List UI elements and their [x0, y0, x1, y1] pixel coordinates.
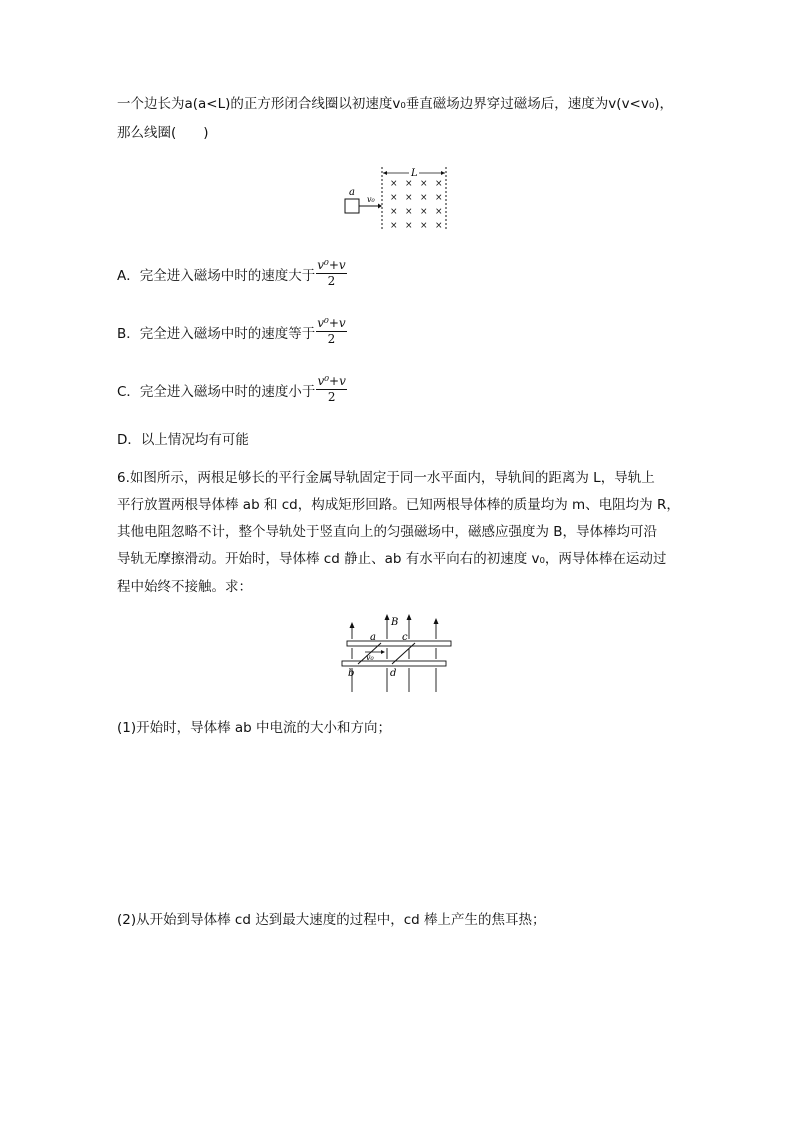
q6-velocity-arrowhead [381, 650, 385, 654]
q5-width-label: L [411, 168, 418, 179]
q6-upper-rail [347, 641, 451, 646]
svg-text:×: × [390, 193, 398, 203]
q5-option-a [117, 258, 347, 289]
q6-subquestion-1: (1)开始时，导体棒 ab 中电流的大小和方向； [117, 720, 392, 736]
q5-option-c-numerator: v⁰+v [317, 374, 346, 388]
q6-field-label: B [391, 617, 399, 628]
q5-coil-square [345, 199, 359, 213]
q5-option-b-numerator: v⁰+v [317, 316, 346, 330]
q6-velocity-label: v₀ [366, 653, 374, 662]
q6-field-lines [352, 620, 436, 692]
svg-text:×: × [390, 221, 398, 231]
svg-text:×: × [390, 179, 398, 189]
svg-text:×: × [435, 207, 443, 217]
q6-stem-line1: 6.如图所示，两根足够长的平行金属导轨固定于同一水平面内，导轨间的距离为 L，导轨上 [117, 470, 655, 486]
q5-option-a-label: A．完全进入磁场中时的速度大于 [117, 267, 316, 284]
svg-text:×: × [405, 179, 413, 189]
q6-label-d: d [390, 668, 397, 679]
q5-option-a-denominator: 2 [327, 274, 336, 288]
svg-text:×: × [420, 221, 428, 231]
q5-field-crosses [390, 179, 443, 231]
q5-coil-figure [335, 163, 455, 235]
q5-option-a-fraction [316, 258, 346, 289]
q6-rails-figure [335, 612, 459, 696]
q6-label-b: b [348, 668, 355, 679]
q5-option-b-label: B．完全进入磁场中时的速度等于 [117, 325, 316, 342]
svg-text:×: × [405, 207, 413, 217]
q5-option-c-fraction [316, 374, 346, 405]
q5-option-d [117, 428, 249, 448]
q5-stem-line2: 那么线圈( ) [117, 125, 209, 141]
q5-option-b-fraction [316, 316, 346, 347]
q6-subquestion-2: (2)从开始到导体棒 cd 达到最大速度的过程中，cd 棒上产生的焦耳热； [117, 912, 546, 928]
q6-stem-line2: 平行放置两根导体棒 ab 和 cd，构成矩形回路。已知两根导体棒的质量均为 m、电阻均为 R， [117, 497, 680, 513]
svg-text:×: × [435, 221, 443, 231]
q5-velocity-arrowhead [378, 204, 382, 209]
svg-text:×: × [420, 193, 428, 203]
svg-text:×: × [435, 193, 443, 203]
q5-option-d-label: D．以上情况均有可能 [117, 432, 249, 448]
svg-text:×: × [435, 179, 443, 189]
q6-stem-line3: 其他电阻忽略不计，整个导轨处于竖直向上的匀强磁场中，磁感应强度为 B，导体棒均可沿 [117, 524, 658, 540]
q5-option-b [117, 316, 347, 347]
q5-option-c-denominator: 2 [327, 390, 336, 404]
svg-text:×: × [420, 207, 428, 217]
svg-text:×: × [390, 207, 398, 217]
q6-stem-line5: 程中始终不接触。求： [117, 579, 252, 595]
svg-text:×: × [405, 193, 413, 203]
q6-stem-line4: 导轨无摩擦滑动。开始时，导体棒 cd 静止、ab 有水平向右的初速度 v₀，两导体棒在运动过 [117, 551, 667, 567]
q5-velocity-label: v₀ [367, 195, 375, 204]
svg-text:×: × [420, 179, 428, 189]
q5-stem-line1: 一个边长为a(a<L)的正方形闭合线圈以初速度v₀垂直磁场边界穿过磁场后，速度为v(v<v₀)， [117, 96, 674, 112]
q6-label-c: c [402, 632, 408, 643]
svg-text:×: × [405, 221, 413, 231]
q5-option-c-label: C．完全进入磁场中时的速度小于 [117, 383, 316, 400]
q5-option-a-numerator: v⁰+v [317, 258, 346, 272]
q6-label-a: a [370, 632, 376, 643]
q5-option-b-denominator: 2 [327, 332, 336, 346]
q5-side-label: a [349, 187, 355, 198]
q5-option-c [117, 374, 347, 405]
